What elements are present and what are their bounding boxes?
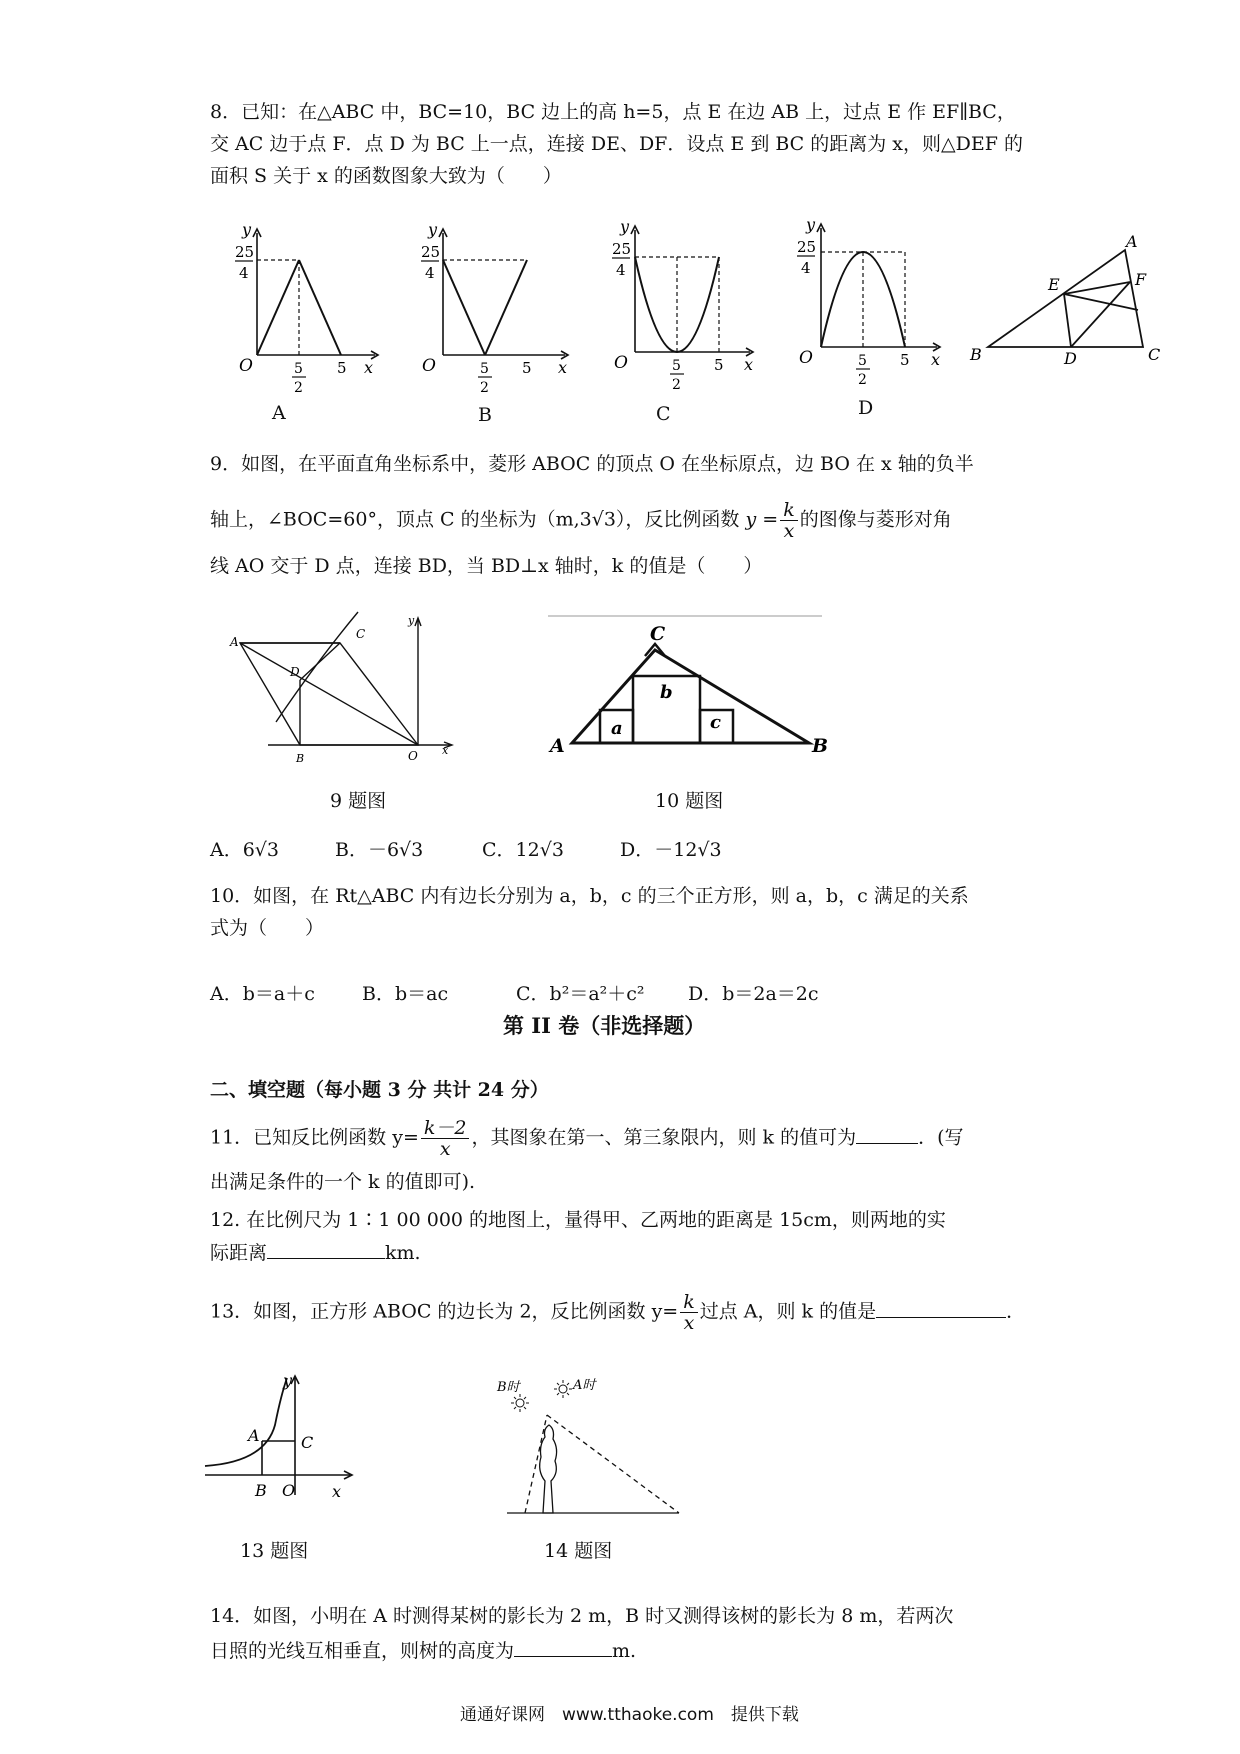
q13-c: ．	[1006, 1300, 1026, 1323]
q10-caption: 10 题图	[655, 790, 724, 812]
q8-c-o: O	[614, 353, 628, 373]
q10-square-b: b	[660, 682, 673, 703]
q11-line2: 出满足条件的一个 k 的值即可).	[210, 1171, 476, 1193]
q10-fig-c: C	[650, 623, 666, 645]
q13-line1	[210, 1292, 1025, 1333]
q13-fig-a: A	[248, 1426, 260, 1445]
q8-a-h5: 5	[294, 361, 303, 377]
q8-d-five: 5	[900, 351, 910, 369]
q14-answer-blank[interactable]	[514, 1636, 612, 1657]
q9-option-b: B．－6√3	[335, 839, 424, 861]
q8-c-h2: 2	[672, 377, 681, 393]
q9-line2-sqrt: √3	[591, 508, 616, 531]
q8-a-y: y	[242, 220, 252, 239]
q8-d-x: x	[931, 350, 941, 369]
q8-option-c: C	[656, 403, 671, 425]
q11-b: ，其图象在第一、第三象限内，则 k 的值可为	[471, 1126, 857, 1149]
q10-option-d: D．b＝2a＝2c	[688, 983, 819, 1005]
q8-d-h5: 5	[858, 353, 867, 369]
q9-option-c: C．12√3	[482, 839, 564, 861]
q9-line1: 9．如图，在平面直角坐标系中，菱形 ABOC 的顶点 O 在坐标原点，边 BO 在 x 轴的负半	[210, 453, 974, 475]
q9-fig-c: C	[356, 627, 366, 641]
q14-line1: 14．如图，小明在 A 时测得某树的影长为 2 m，B 时又测得该树的影长为 8 m，若两次	[210, 1605, 954, 1627]
q8-graph-d	[785, 215, 955, 392]
q13-fig-y: y	[283, 1371, 293, 1390]
q9-option-a: A．6√3	[210, 839, 280, 861]
q13-a: 13．如图，正方形 ABOC 的边长为 2，反比例函数 y=	[210, 1300, 679, 1323]
q8-b-h2: 2	[480, 380, 489, 396]
q11-c: ．(写	[918, 1126, 964, 1149]
q9-fig-a: A	[230, 635, 239, 649]
q13-fig-o: O	[282, 1481, 296, 1500]
q8-graph-a	[220, 220, 380, 396]
q13-caption: 13 题图	[240, 1540, 309, 1562]
q8-line1: 8．已知：在△ABC 中，BC=10，BC 边上的高 h=5，点 E 在边 AB 上，过点 E 作 EF∥BC，	[210, 101, 1016, 123]
sun-a-icon	[554, 1380, 572, 1398]
q14-fig-b: B时	[497, 1380, 520, 1395]
q13-b: 过点 A，则 k 的值是	[699, 1300, 877, 1323]
q9-option-d: D．－12√3	[620, 839, 722, 861]
q8-a-t4: 4	[239, 264, 249, 282]
q8-d-t4: 4	[801, 259, 811, 277]
q9-line2	[210, 500, 952, 541]
q9-line3: 线 AO 交于 D 点，连接 BD，当 BD⊥x 轴时，k 的值是（ ）	[210, 555, 763, 577]
q10-square-a: a	[611, 718, 623, 739]
q8-tri-a: A	[1126, 232, 1138, 251]
q8-b-five: 5	[522, 359, 532, 377]
section2-heading: 二、填空题（每小题 3 分 共计 24 分）	[210, 1079, 549, 1101]
q14-line2	[210, 1636, 636, 1665]
q10-figure	[542, 612, 832, 757]
q10-fig-b: B	[812, 735, 829, 757]
q8-b-y: y	[428, 220, 438, 239]
q13-fig-c: C	[301, 1433, 314, 1452]
q9-line2-c: 的图像与菱形对角	[799, 508, 952, 531]
q14-caption: 14 题图	[544, 1540, 613, 1562]
q10-line2: 式为（ ）	[210, 917, 325, 939]
q8-d-y: y	[806, 215, 816, 234]
q11-answer-blank[interactable]	[856, 1123, 918, 1144]
q10-option-b: B．b＝ac	[362, 983, 449, 1005]
q14-fig-a: A时	[573, 1378, 596, 1393]
q8-b-o: O	[422, 356, 436, 376]
q11-fraction	[421, 1118, 470, 1159]
q14-figure	[495, 1378, 695, 1525]
q13-frac-den: x	[683, 1312, 695, 1334]
q14-line2-a: 日照的光线互相垂直，则树的高度为	[210, 1640, 515, 1662]
q9-frac-num: k	[780, 500, 798, 521]
sun-b-icon	[511, 1394, 529, 1412]
q8-c-five: 5	[714, 356, 724, 374]
q8-c-x: x	[744, 355, 754, 374]
q13-figure	[205, 1370, 360, 1510]
q9-caption: 9 题图	[330, 790, 387, 812]
q10-line1: 10．如图，在 Rt△ABC 内有边长分别为 a，b，c 的三个正方形，则 a，b，c 满足的关系	[210, 885, 969, 907]
q8-triangle-figure	[968, 232, 1168, 367]
q10-square-c: c	[710, 712, 721, 733]
q10-fig-a: A	[550, 735, 565, 757]
q8-graph-c	[600, 217, 770, 393]
q8-option-d: D	[858, 397, 874, 419]
q8-c-t25: 25	[612, 240, 632, 258]
q8-line2: 交 AC 边于点 F．点 D 为 BC 上一点，连接 DE、DF．设点 E 到 BC 的距离为 x，则△DEF 的	[210, 133, 1023, 155]
q13-fig-x: x	[332, 1482, 342, 1501]
q8-c-h5: 5	[672, 358, 681, 374]
q9-fig-y: y	[408, 614, 415, 627]
q8-b-t25: 25	[421, 243, 441, 261]
q10-option-c: C．b²＝a²＋c²	[516, 983, 645, 1005]
q8-tri-c: C	[1148, 345, 1161, 364]
q13-fraction	[680, 1292, 698, 1333]
q11-frac-den: x	[439, 1138, 451, 1160]
q9-line2-a: 轴上，∠BOC=60°，顶点 C 的坐标为（m,3	[210, 508, 592, 531]
q8-tri-f: F	[1135, 270, 1147, 289]
q8-a-o: O	[239, 356, 253, 376]
q8-option-a: A	[272, 402, 286, 424]
q8-c-y: y	[620, 217, 630, 236]
q9-fig-b: B	[296, 752, 305, 765]
q8-a-t25: 25	[235, 243, 255, 261]
q10-option-a: A．b＝a＋c	[210, 983, 315, 1005]
q8-b-h5: 5	[480, 361, 489, 377]
q9-figure	[228, 610, 458, 770]
q8-tri-b: B	[970, 345, 982, 364]
q8-option-b: B	[478, 404, 492, 426]
q8-graph-b	[410, 220, 580, 396]
q13-fig-b: B	[255, 1481, 267, 1500]
q9-fig-o: O	[408, 749, 418, 763]
q11-frac-num: k－2	[421, 1118, 470, 1139]
q14-line2-b: m.	[612, 1640, 637, 1662]
q8-d-t25: 25	[797, 238, 817, 256]
q8-a-x: x	[364, 358, 374, 377]
q9-fig-d: D	[290, 665, 300, 679]
q8-d-o: O	[799, 348, 813, 368]
q8-tri-e: E	[1048, 275, 1060, 294]
q11-a: 11．已知反比例函数 y=	[210, 1126, 419, 1149]
q9-fig-x: x	[442, 744, 449, 757]
q11-line1	[210, 1118, 964, 1159]
q9-line2-b: ），反比例函数	[615, 508, 740, 531]
q8-tri-d: D	[1064, 349, 1077, 368]
q9-frac-den: x	[783, 520, 795, 542]
footer: 通通好课网 www.tthaoke.com 提供下载	[460, 1705, 799, 1725]
q8-c-t4: 4	[616, 261, 626, 279]
q13-answer-blank[interactable]	[876, 1297, 1006, 1318]
section-title: 第 II 卷（非选择题）	[503, 1013, 706, 1038]
q8-d-h2: 2	[858, 372, 867, 388]
q8-line3: 面积 S 关于 x 的函数图象大致为（ ）	[210, 165, 562, 187]
q8-a-five: 5	[337, 359, 347, 377]
q12-line1: 12. 在比例尺为 1∶1 00 000 的地图上，量得甲、乙两地的距离是 15cm，则两地的实	[210, 1209, 946, 1231]
q9-fraction	[780, 500, 798, 541]
q12-line2-b: km.	[385, 1242, 421, 1264]
q12-answer-blank[interactable]	[267, 1238, 385, 1259]
q9-line2-y: y =	[745, 508, 779, 531]
q13-frac-num: k	[680, 1292, 698, 1313]
q12-line2	[210, 1238, 421, 1267]
q8-b-t4: 4	[425, 264, 435, 282]
q8-b-x: x	[558, 358, 568, 377]
q12-line2-a: 际距离	[210, 1242, 268, 1264]
q8-a-h2: 2	[294, 380, 303, 396]
